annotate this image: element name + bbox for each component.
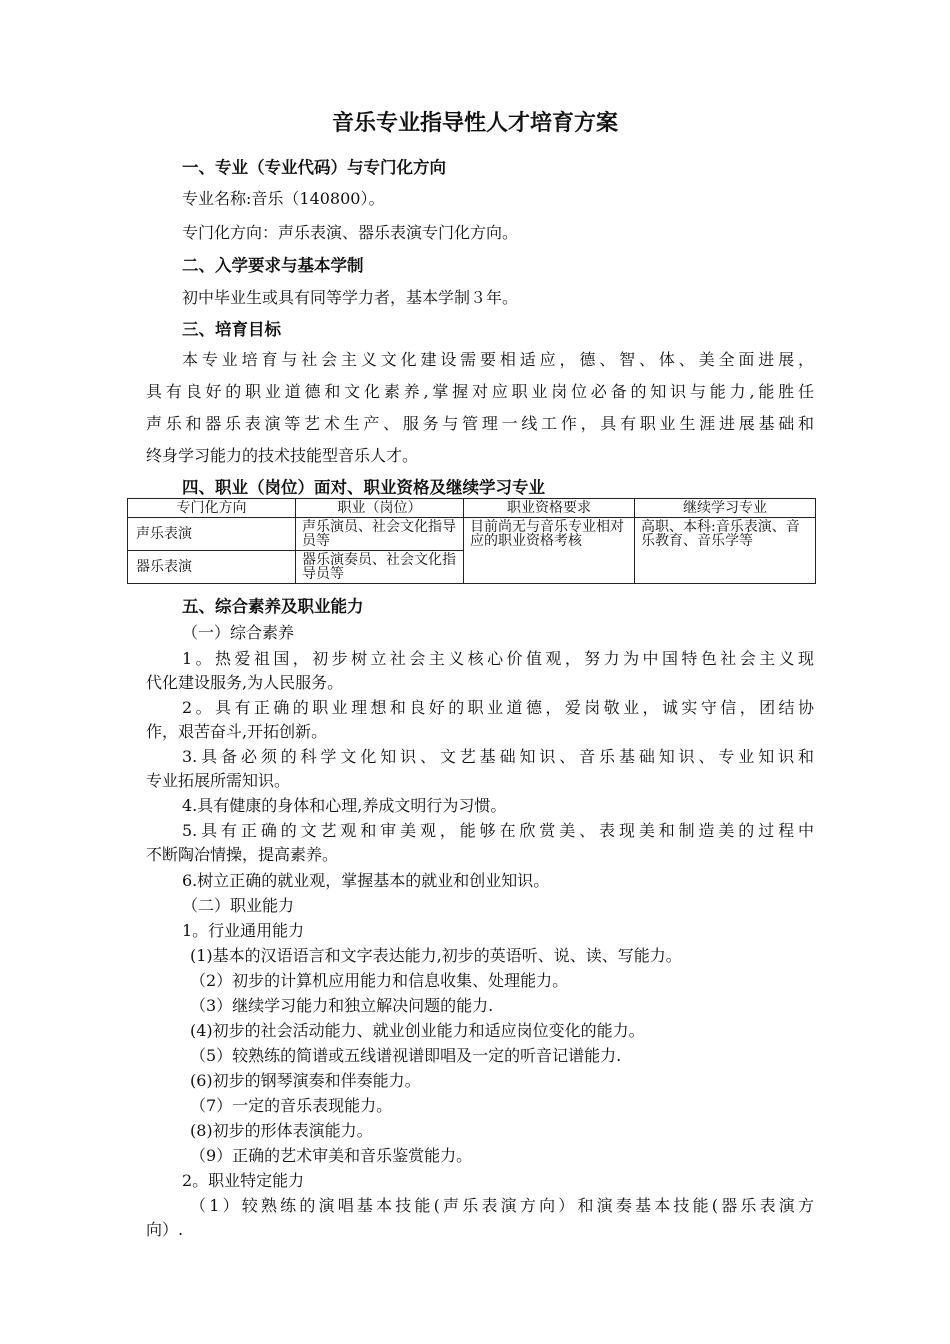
document-title: 音乐专业指导性人才培育方案 [331, 111, 618, 136]
specific-ability-item: （1）较熟练的演唱基本技能(声乐表演方向）和演奏基本技能(器乐表演方 [190, 1196, 814, 1215]
section-3-heading: 三、培育目标 [182, 320, 281, 339]
ability-group-title: 2。职业特定能力 [182, 1171, 305, 1190]
quality-item: 5.具有正确的文艺观和审美观，能够在欣赏美、表现美和制造美的过程中 [182, 821, 814, 840]
goal-line-4: 终身学习能力的技术技能型音乐人才。 [146, 446, 419, 465]
specific-ability-item: 向）. [146, 1220, 184, 1239]
table-cell-direction: 声乐表演 [128, 518, 296, 551]
table-header-cell: 专门化方向 [128, 499, 296, 518]
general-ability-item: (4)初步的社会活动能力、就业创业能力和适应岗位变化的能力。 [190, 1021, 645, 1040]
section-1-heading: 一、专业（专业代码）与专门化方向 [182, 158, 446, 177]
table-header-cell: 职业（岗位） [296, 499, 464, 518]
table-cell-direction: 器乐表演 [128, 551, 296, 584]
table-cell-job: 声乐演员、社会文化指导员等 [296, 518, 464, 551]
table-row [128, 518, 816, 551]
quality-item: 4.具有健康的身体和心理,养成文明行为习惯。 [182, 796, 507, 815]
major-name-line: 专业名称:音乐（140800）。 [182, 189, 385, 208]
table-cell-further-study: 高职、本科:音乐表演、音乐教育、音乐学等 [635, 518, 816, 584]
quality-item: 专业拓展所需知识。 [146, 771, 291, 790]
goal-line-3: 声乐和器乐表演等艺术生产、服务与管理一线工作，具有职业生涯进展基础和 [146, 414, 814, 433]
general-ability-item: (8)初步的形体表演能力。 [190, 1121, 373, 1140]
quality-item: 2。具有正确的职业理想和良好的职业道德，爱岗敬业，诚实守信，团结协 [182, 698, 814, 717]
section-4-heading: 四、职业（岗位）面对、职业资格及继续学习专业 [182, 478, 545, 497]
quality-item: 不断陶冶情操，提高素养。 [146, 845, 339, 864]
admission-line: 初中毕业生或具有同等学力者，基本学制３年。 [182, 288, 519, 307]
section-2-heading: 二、入学要求与基本学制 [182, 256, 364, 275]
goal-line-1: 本专业培育与社会主义文化建设需要相适应，德、智、体、美全面进展， [182, 350, 814, 369]
table-cell-job: 器乐演奏员、社会文化指导员等 [296, 551, 464, 584]
specialization-line: 专门化方向：声乐表演、器乐表演专门化方向。 [182, 223, 519, 242]
quality-item: 1。热爱祖国，初步树立社会主义核心价值观，努力为中国特色社会主义现 [182, 649, 814, 668]
table-header-row [128, 499, 816, 518]
general-ability-item: (6)初步的钢琴演奏和伴奏能力。 [190, 1071, 421, 1090]
general-ability-item: （3）继续学习能力和独立解决问题的能力. [190, 996, 494, 1015]
subsection-heading: （二）职业能力 [182, 896, 295, 915]
section-5-heading: 五、综合素养及职业能力 [182, 597, 364, 616]
subsection-heading: （一）综合素养 [182, 623, 295, 642]
general-ability-item: （2）初步的计算机应用能力和信息收集、处理能力。 [190, 971, 569, 990]
quality-item: 3.具备必须的科学文化知识、文艺基础知识、音乐基础知识、专业知识和 [182, 747, 814, 766]
general-ability-item: （7）一定的音乐表现能力。 [190, 1096, 393, 1115]
table-header-cell: 职业资格要求 [464, 499, 635, 518]
ability-group-title: 1。行业通用能力 [182, 921, 305, 940]
career-table [127, 498, 816, 584]
general-ability-item: （9）正确的艺术审美和音乐鉴赏能力。 [190, 1146, 473, 1165]
goal-line-2: 具有良好的职业道德和文化素养,掌握对应职业岗位必备的知识与能力,能胜任 [146, 382, 814, 401]
quality-item: 6.树立正确的就业观，掌握基本的就业和创业知识。 [182, 871, 550, 890]
quality-item: 代化建设服务,为人民服务。 [146, 673, 344, 692]
table-header-cell: 继续学习专业 [635, 499, 816, 518]
table-cell-qualification: 目前尚无与音乐专业相对应的职业资格考核 [464, 518, 635, 584]
general-ability-item: （5）较熟练的简谱或五线谱视谱即唱及一定的听音记谱能力. [190, 1046, 622, 1065]
general-ability-item: (1)基本的汉语语言和文字表达能力,初步的英语听、说、读、写能力。 [190, 946, 682, 965]
quality-item: 作，艰苦奋斗,开拓创新。 [146, 722, 328, 741]
